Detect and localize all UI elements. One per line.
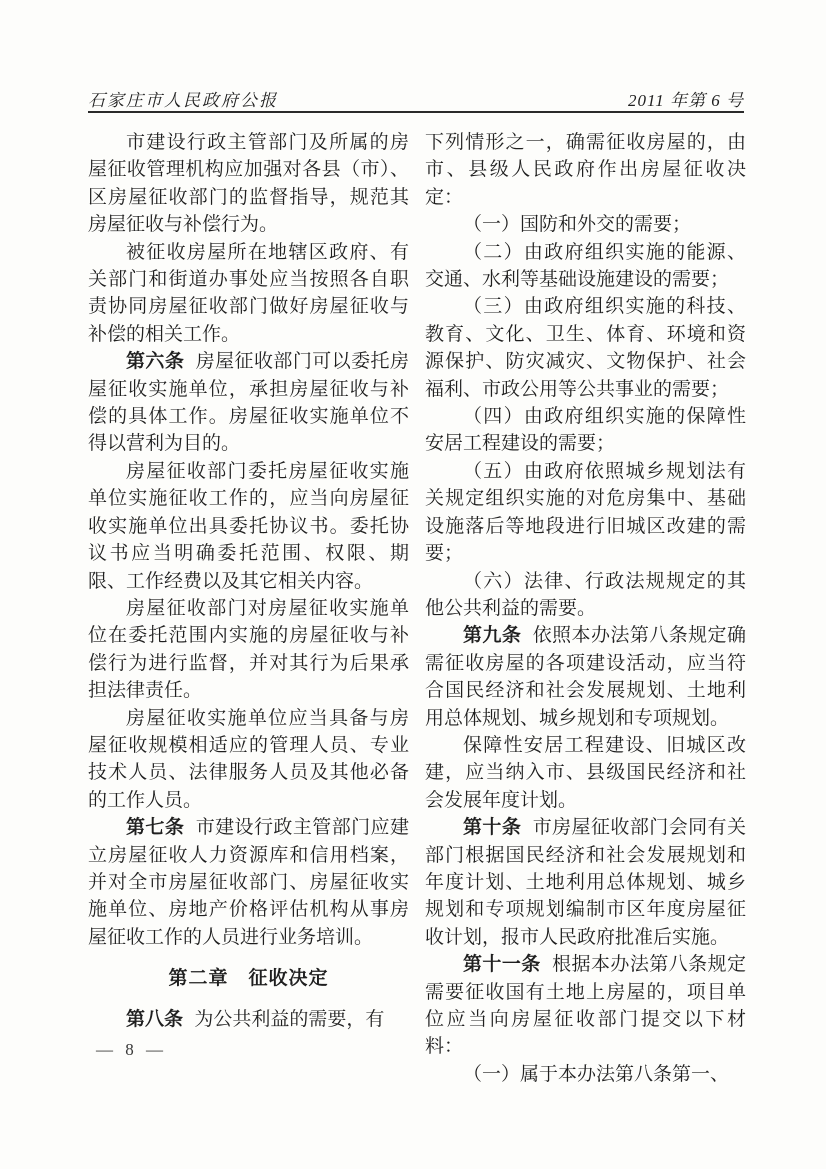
paragraph: 房屋征收部门委托房屋征收实施单位实施征收工作的，应当向房屋征收实施单位出具委托协议书。委托协议书应当明确委托范围、权限、期限、工作经费以及其它相关内容。	[88, 460, 409, 592]
paragraph: 第九条 依照本办法第八条规定确需征收房屋的各项建设活动，应当符合国民经济和社会发展规划、土地利用总体规划、城乡规划和专项规划。	[425, 625, 746, 729]
paragraph: 第八条 为公共利益的需要，有	[126, 1008, 385, 1030]
paragraph: 房屋征收部门对房屋征收实施单位在委托范围内实施的房屋征收与补偿行为进行监督，并对其行为后果承担法律责任。	[88, 597, 409, 702]
article-number: 第六条	[126, 351, 185, 373]
paragraph: （六）法律、行政法规规定的其他公共利益的需要。	[425, 570, 746, 619]
page-header	[88, 86, 744, 111]
paragraph: 第十条 市房屋征收部门会同有关部门根据国民经济和社会发展规划和年度计划、土地利用总体规划、城乡规划和专项规划编制市区年度房屋征收计划，报市人民政府批准后实施。	[425, 817, 746, 948]
paragraph: 下列情形之一，确需征收房屋的，由市、县级人民政府作出房屋征收决定：	[425, 132, 746, 208]
paragraph: 保障性安居工程建设、旧城区改建，应当纳入市、县级国民经济和社会发展年度计划。	[425, 734, 746, 811]
paragraph: 第六条 房屋征收部门可以委托房屋征收实施单位，承担房屋征收与补偿的具体工作。房屋征收实施单位不得以营利为目的。	[88, 351, 409, 455]
article-number: 第七条	[126, 817, 185, 839]
paragraph: （一）国防和外交的需要；	[463, 214, 692, 236]
right-column	[425, 129, 746, 1088]
article-number: 第十条	[463, 817, 522, 839]
paragraph: 被征收房屋所在地辖区政府、有关部门和街道办事处应当按照各自职责协同房屋征收部门做好房屋征收与补偿的相关工作。	[88, 241, 409, 345]
left-column	[88, 129, 409, 1088]
document-body	[88, 129, 746, 1088]
chapter-heading: 第二章 征收决定	[168, 968, 329, 990]
paragraph: （五）由政府依照城乡规划法有关规定组织实施的对危房集中、基础设施落后等地段进行旧城区改建的需要；	[425, 460, 746, 565]
paragraph: （三）由政府组织实施的科技、教育、文化、卫生、体育、环境和资源保护、防灾减灾、文物保护、社会福利、市政公用等公共事业的需要；	[425, 296, 746, 400]
article-number: 第九条	[463, 625, 522, 647]
publication-title: 石家庄市人民政府公报	[88, 91, 278, 110]
header-divider-rule	[88, 111, 744, 113]
paragraph: 市建设行政主管部门及所属的房屋征收管理机构应加强对各县（市）、区房屋征收部门的监督指导，规范其房屋征收与补偿行为。	[88, 132, 409, 236]
article-number: 第十一条	[463, 954, 541, 976]
issue-number: 2011 年第 6 号	[628, 91, 744, 110]
page-number: — 8 —	[96, 1040, 167, 1059]
article-number: 第八条	[126, 1008, 184, 1030]
paragraph: 房屋征收实施单位应当具备与房屋征收规模相适应的管理人员、专业技术人员、法律服务人员及其他必备的工作人员。	[88, 707, 409, 811]
paragraph: 第七条 市建设行政主管部门应建立房屋征收人力资源库和信用档案，并对全市房屋征收部门、房屋征收实施单位、房地产价格评估机构从事房屋征收工作的人员进行业务培训。	[88, 817, 409, 948]
paragraph: （一）属于本办法第八条第一、	[463, 1063, 730, 1085]
paragraph: （二）由政府组织实施的能源、交通、水利等基础设施建设的需要；	[425, 241, 746, 291]
paragraph: 第十一条 根据本办法第八条规定需要征收国有土地上房屋的，项目单位应当向房屋征收部门提交以下材料：	[425, 954, 746, 1058]
paragraph: （四）由政府组织实施的保障性安居工程建设的需要；	[425, 406, 746, 455]
